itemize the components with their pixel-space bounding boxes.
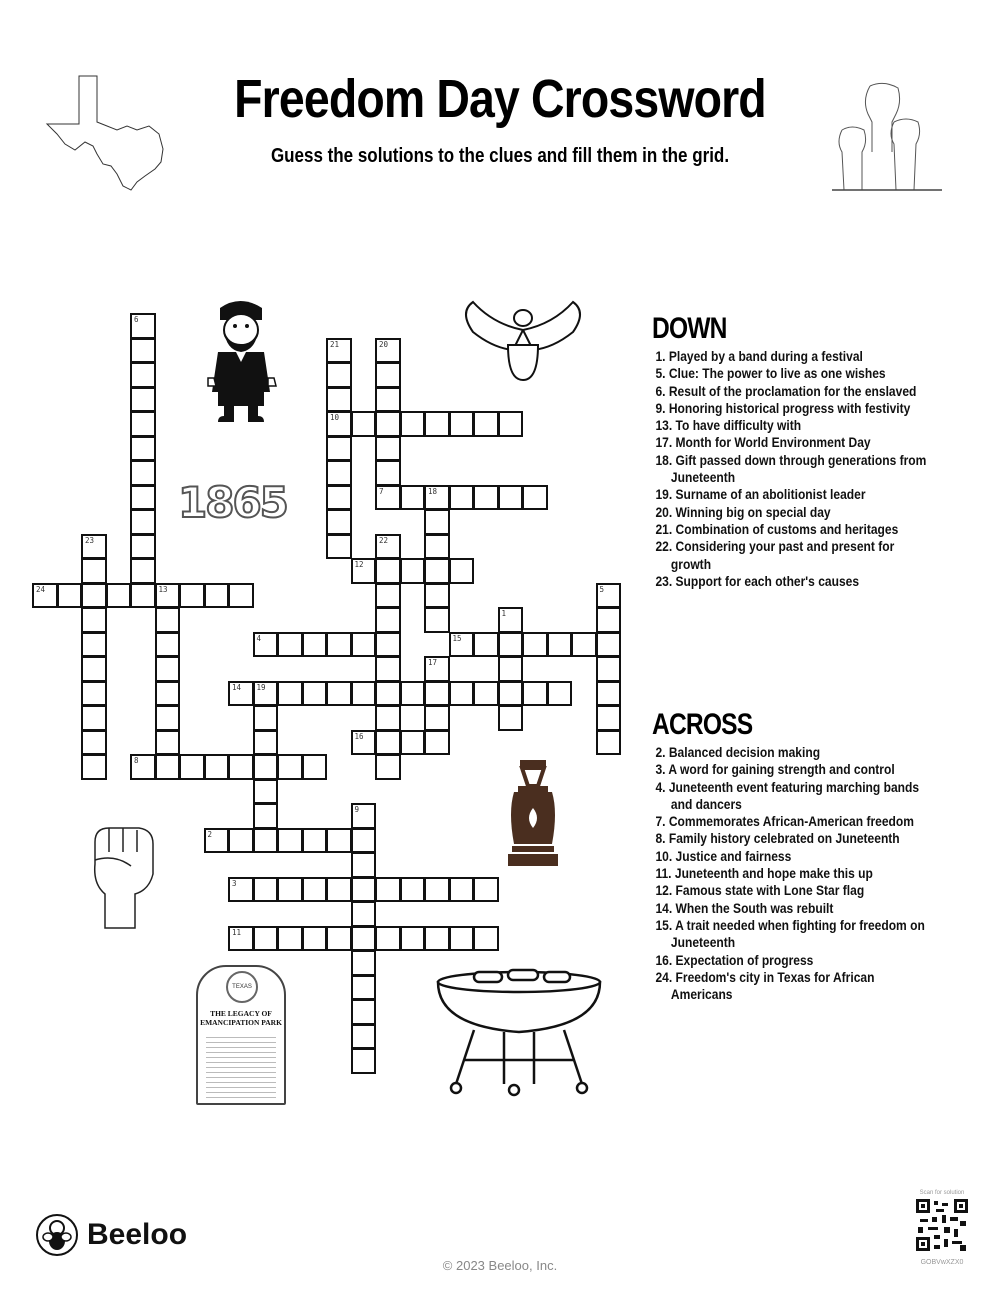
grid-cell[interactable] bbox=[351, 999, 377, 1025]
grid-cell[interactable] bbox=[228, 583, 254, 609]
clue-text: Played by a band during a festival bbox=[668, 348, 863, 364]
grid-cell[interactable] bbox=[596, 681, 622, 707]
grid-cell[interactable] bbox=[81, 754, 107, 780]
grid-cell[interactable] bbox=[351, 681, 377, 707]
grid-cell[interactable] bbox=[326, 387, 352, 413]
grid-cell[interactable] bbox=[424, 558, 450, 584]
clue-text: Clue: The power to live as one wishes bbox=[668, 365, 886, 382]
across-clues bbox=[652, 708, 952, 1003]
clue-number: 18 bbox=[428, 486, 438, 496]
grid-cell[interactable] bbox=[326, 926, 352, 952]
across-clue bbox=[652, 882, 936, 899]
solution-qr[interactable] bbox=[912, 1190, 972, 1266]
qr-code-icon bbox=[916, 1199, 968, 1251]
clue-number: 12 bbox=[354, 560, 364, 569]
clue-text: Combination of customs and heritages bbox=[675, 520, 899, 537]
grid-cell[interactable] bbox=[498, 705, 524, 731]
grid-cell[interactable] bbox=[375, 387, 401, 413]
down-clue bbox=[652, 486, 936, 503]
grid-cell[interactable] bbox=[326, 534, 352, 560]
grid-cell[interactable] bbox=[449, 632, 475, 658]
down-heading: DOWN bbox=[652, 312, 727, 345]
clue-text: Family history celebrated on Juneteenth bbox=[668, 830, 900, 847]
grid-cell[interactable] bbox=[130, 411, 156, 437]
clue-number: 16 bbox=[354, 731, 364, 741]
brand-name: Beeloo bbox=[87, 1218, 188, 1251]
clue-number: 20 bbox=[379, 339, 389, 349]
clue-text: To have difficulty with bbox=[675, 417, 802, 434]
grid-cell[interactable] bbox=[326, 411, 352, 437]
grid-cell[interactable] bbox=[228, 681, 254, 707]
clue-num: 16. bbox=[655, 951, 673, 968]
clue-num: 20. bbox=[655, 503, 673, 520]
grid-cell[interactable] bbox=[253, 779, 279, 805]
grid-cell[interactable] bbox=[498, 656, 524, 682]
grid-cell[interactable] bbox=[326, 436, 352, 462]
qr-code-id: GOBVwXZX0 bbox=[920, 1259, 964, 1266]
across-clue-list bbox=[652, 744, 952, 1003]
grid-cell[interactable] bbox=[57, 583, 83, 609]
grid-cell[interactable] bbox=[228, 754, 254, 780]
grid-cell[interactable] bbox=[375, 436, 401, 462]
clue-text: Juneteenth event featuring marching bands and dancers bbox=[668, 778, 920, 812]
clue-text: Support for each other's causes bbox=[675, 572, 860, 589]
grid-cell[interactable] bbox=[351, 730, 377, 756]
clue-text: Result of the proclamation for the enslaved bbox=[668, 382, 917, 399]
down-clue bbox=[652, 573, 936, 590]
down-clue bbox=[652, 348, 936, 365]
clue-number: 7 bbox=[379, 486, 384, 496]
grid-cell[interactable] bbox=[302, 681, 328, 707]
grid-cell[interactable] bbox=[81, 607, 107, 633]
grid-cell[interactable] bbox=[130, 338, 156, 364]
grid-cell[interactable] bbox=[155, 607, 181, 633]
across-clue bbox=[652, 865, 936, 882]
grid-cell[interactable] bbox=[449, 485, 475, 511]
grid-cell[interactable] bbox=[253, 828, 279, 854]
grid-cell[interactable] bbox=[596, 730, 622, 756]
clue-text: When the South was rebuilt bbox=[675, 899, 834, 916]
grid-cell[interactable] bbox=[253, 803, 279, 829]
across-clue bbox=[652, 969, 936, 1004]
grid-cell[interactable] bbox=[130, 534, 156, 560]
grid-cell[interactable] bbox=[400, 681, 426, 707]
clue-num: 4. bbox=[655, 778, 666, 795]
down-clue-list bbox=[652, 348, 952, 590]
grid-cell[interactable] bbox=[81, 583, 107, 609]
grid-cell[interactable] bbox=[375, 926, 401, 952]
grid-cell[interactable] bbox=[228, 828, 254, 854]
plaque-title-line-1: THE LEGACY OF bbox=[210, 1009, 272, 1018]
grid-cell[interactable] bbox=[326, 485, 352, 511]
grid-cell[interactable] bbox=[375, 681, 401, 707]
grid-cell[interactable] bbox=[449, 926, 475, 952]
across-clue bbox=[652, 848, 936, 865]
clue-number: 14 bbox=[232, 682, 242, 692]
grid-cell[interactable] bbox=[204, 828, 230, 854]
clue-text: Month for World Environment Day bbox=[675, 434, 871, 451]
grid-cell[interactable] bbox=[547, 681, 573, 707]
clue-number: 2 bbox=[207, 829, 213, 839]
grid-cell[interactable] bbox=[81, 656, 107, 682]
clue-number: 21 bbox=[330, 339, 340, 349]
clue-text: Surname of an abolitionist leader bbox=[675, 486, 866, 503]
clue-number: 3 bbox=[232, 878, 237, 888]
grid-cell[interactable] bbox=[253, 681, 279, 707]
grid-cell[interactable] bbox=[277, 632, 303, 658]
grid-cell[interactable] bbox=[375, 730, 401, 756]
grid-cell[interactable] bbox=[326, 681, 352, 707]
grid-cell[interactable] bbox=[424, 681, 450, 707]
clue-num: 13. bbox=[655, 417, 673, 434]
grid-cell[interactable] bbox=[351, 803, 377, 829]
clue-text: Freedom's city in Texas for African Americans bbox=[670, 968, 875, 1003]
grid-cell[interactable] bbox=[424, 485, 450, 511]
across-clue bbox=[652, 917, 936, 952]
down-clue bbox=[652, 521, 936, 538]
clue-number: 22 bbox=[379, 535, 389, 545]
down-clue bbox=[652, 434, 936, 451]
clue-num: 2. bbox=[655, 744, 666, 760]
grid-cell[interactable] bbox=[130, 558, 156, 584]
clue-number: 19 bbox=[256, 682, 266, 692]
grid-cell[interactable] bbox=[204, 754, 230, 780]
across-clue bbox=[652, 900, 936, 917]
grid-cell[interactable] bbox=[302, 754, 328, 780]
down-clue bbox=[652, 365, 936, 382]
grid-cell[interactable] bbox=[32, 583, 58, 609]
qr-label: Scan for solution bbox=[919, 1190, 965, 1196]
grid-cell[interactable] bbox=[375, 411, 401, 437]
clue-num: 6. bbox=[655, 382, 666, 399]
grid-cell[interactable] bbox=[522, 485, 548, 511]
clue-text: Famous state with Lone Star flag bbox=[675, 882, 865, 899]
grid-cell[interactable] bbox=[130, 754, 156, 780]
grid-cell[interactable] bbox=[326, 632, 352, 658]
grid-cell[interactable] bbox=[81, 705, 107, 731]
grid-cell[interactable] bbox=[424, 656, 450, 682]
grid-cell[interactable] bbox=[375, 607, 401, 633]
grid-cell[interactable] bbox=[400, 877, 426, 903]
grid-cell[interactable] bbox=[179, 754, 205, 780]
clue-num: 5. bbox=[655, 365, 666, 382]
clue-num: 10. bbox=[655, 847, 673, 864]
across-clue bbox=[652, 761, 936, 778]
grid-cell[interactable] bbox=[449, 877, 475, 903]
down-clue bbox=[652, 383, 936, 400]
clue-number: 23 bbox=[85, 535, 95, 545]
grid-cell[interactable] bbox=[400, 485, 426, 511]
grid-cell[interactable] bbox=[351, 1024, 377, 1050]
grid-cell[interactable] bbox=[155, 754, 181, 780]
across-heading: ACROSS bbox=[652, 708, 753, 741]
grid-cell[interactable] bbox=[375, 632, 401, 658]
clue-num: 21. bbox=[655, 520, 673, 537]
grid-cell[interactable] bbox=[473, 485, 499, 511]
grid-cell[interactable] bbox=[473, 681, 499, 707]
grid-cell[interactable] bbox=[375, 656, 401, 682]
clue-num: 24. bbox=[655, 968, 673, 985]
grid-cell[interactable] bbox=[351, 950, 377, 976]
year-1865-graphic: 1865 bbox=[178, 478, 287, 527]
clue-text: Expectation of progress bbox=[675, 951, 814, 968]
clue-num: 15. bbox=[655, 916, 673, 933]
grid-cell[interactable] bbox=[155, 730, 181, 756]
grid-cell[interactable] bbox=[424, 583, 450, 609]
down-clue bbox=[652, 504, 936, 521]
grid-cell[interactable] bbox=[277, 754, 303, 780]
across-clue bbox=[652, 744, 936, 761]
grid-cell[interactable] bbox=[375, 877, 401, 903]
clue-number: 24 bbox=[36, 584, 46, 594]
grid-cell[interactable] bbox=[130, 460, 156, 486]
grid-cell[interactable] bbox=[277, 681, 303, 707]
clue-number: 4 bbox=[256, 633, 262, 643]
texas-seal-icon: TEXAS bbox=[226, 971, 258, 1003]
clue-number: 5 bbox=[599, 584, 605, 594]
across-clue bbox=[652, 813, 936, 830]
grid-cell[interactable] bbox=[424, 509, 450, 535]
grid-cell[interactable] bbox=[326, 877, 352, 903]
grid-cell[interactable] bbox=[155, 681, 181, 707]
clue-text: Commemorates African-American freedom bbox=[668, 813, 914, 830]
clue-num: 8. bbox=[655, 830, 666, 847]
grid-cell[interactable] bbox=[130, 387, 156, 413]
grid-cell[interactable] bbox=[375, 705, 401, 731]
grid-cell[interactable] bbox=[302, 926, 328, 952]
clue-text: A word for gaining strength and control bbox=[668, 761, 895, 778]
grid-cell[interactable] bbox=[400, 730, 426, 756]
grid-cell[interactable] bbox=[596, 632, 622, 658]
clue-number: 9 bbox=[354, 805, 360, 814]
clue-text: A trait needed when fighting for freedom on Juneteenth bbox=[670, 916, 925, 951]
grid-cell[interactable] bbox=[375, 362, 401, 388]
grid-cell[interactable] bbox=[351, 877, 377, 903]
grid-cell[interactable] bbox=[277, 828, 303, 854]
grid-cell[interactable] bbox=[498, 632, 524, 658]
clue-text: Justice and fairness bbox=[675, 847, 792, 864]
grid-cell[interactable] bbox=[473, 632, 499, 658]
grid-cell[interactable] bbox=[277, 877, 303, 903]
grid-cell[interactable] bbox=[400, 411, 426, 437]
page-subtitle: Guess the solutions to the clues and fill them in the grid. bbox=[270, 145, 730, 167]
grid-cell[interactable] bbox=[375, 485, 401, 511]
grid-cell[interactable] bbox=[277, 926, 303, 952]
grid-cell[interactable] bbox=[449, 558, 475, 584]
bee-icon bbox=[35, 1213, 79, 1257]
clue-number: 13 bbox=[158, 584, 168, 594]
grid-cell[interactable] bbox=[571, 632, 597, 658]
grid-cell[interactable] bbox=[351, 926, 377, 952]
across-clue bbox=[652, 830, 936, 847]
clue-number: 15 bbox=[452, 633, 462, 643]
grid-cell[interactable] bbox=[130, 485, 156, 511]
grid-cell[interactable] bbox=[498, 607, 524, 633]
clue-num: 23. bbox=[655, 572, 673, 589]
grid-cell[interactable] bbox=[424, 730, 450, 756]
grid-cell[interactable] bbox=[498, 681, 524, 707]
page-title: Freedom Day Crossword bbox=[234, 69, 766, 129]
grid-cell[interactable] bbox=[302, 877, 328, 903]
plaque-title-line-2: EMANCIPATION PARK bbox=[200, 1018, 282, 1027]
grid-cell[interactable] bbox=[351, 632, 377, 658]
grid-cell[interactable] bbox=[253, 877, 279, 903]
grid-cell[interactable] bbox=[155, 656, 181, 682]
clue-number: 1 bbox=[501, 609, 507, 618]
clue-number: 11 bbox=[232, 927, 242, 937]
grid-cell[interactable] bbox=[424, 607, 450, 633]
clue-num: 9. bbox=[655, 399, 666, 416]
clue-num: 17. bbox=[655, 434, 673, 451]
grid-cell[interactable] bbox=[81, 534, 107, 560]
grid-cell[interactable] bbox=[498, 411, 524, 437]
grid-cell[interactable] bbox=[326, 509, 352, 535]
down-clues bbox=[652, 312, 952, 590]
clue-number: 8 bbox=[134, 756, 139, 765]
clue-num: 19. bbox=[655, 486, 673, 503]
grid-cell[interactable] bbox=[302, 828, 328, 854]
grid-cell[interactable] bbox=[449, 411, 475, 437]
grid-cell[interactable] bbox=[204, 583, 230, 609]
grid-cell[interactable] bbox=[596, 705, 622, 731]
grid-cell[interactable] bbox=[130, 509, 156, 535]
grid-cell[interactable] bbox=[302, 632, 328, 658]
grid-cell[interactable] bbox=[155, 632, 181, 658]
grid-cell[interactable] bbox=[400, 926, 426, 952]
grid-cell[interactable] bbox=[326, 460, 352, 486]
across-clue bbox=[652, 779, 936, 814]
grid-cell[interactable] bbox=[155, 705, 181, 731]
grid-cell[interactable] bbox=[81, 681, 107, 707]
grid-cell[interactable] bbox=[596, 656, 622, 682]
grid-cell[interactable] bbox=[130, 313, 156, 339]
clue-num: 3. bbox=[655, 761, 666, 778]
grid-cell[interactable] bbox=[522, 681, 548, 707]
grid-cell[interactable] bbox=[351, 828, 377, 854]
grid-cell[interactable] bbox=[498, 485, 524, 511]
grid-cell[interactable] bbox=[375, 338, 401, 364]
grid-cell[interactable] bbox=[351, 411, 377, 437]
clue-text: Gift passed down through generations from Juneteenth bbox=[670, 451, 927, 486]
grid-cell[interactable] bbox=[375, 583, 401, 609]
grid-cell[interactable] bbox=[253, 730, 279, 756]
clue-num: 14. bbox=[655, 899, 673, 916]
clue-text: Juneteenth and hope make this up bbox=[674, 865, 873, 882]
grid-cell[interactable] bbox=[130, 362, 156, 388]
clue-num: 18. bbox=[655, 451, 673, 468]
clue-text: Winning big on special day bbox=[675, 503, 831, 520]
grid-cell[interactable] bbox=[228, 926, 254, 952]
grid-cell[interactable] bbox=[81, 632, 107, 658]
grid-cell[interactable] bbox=[375, 460, 401, 486]
grid-cell[interactable] bbox=[473, 411, 499, 437]
clue-text: Considering your past and present for growth bbox=[670, 538, 895, 572]
grid-cell[interactable] bbox=[375, 558, 401, 584]
grid-cell[interactable] bbox=[130, 583, 156, 609]
grid-cell[interactable] bbox=[326, 338, 352, 364]
down-clue bbox=[652, 417, 936, 434]
grid-cell[interactable] bbox=[449, 681, 475, 707]
clue-number: 10 bbox=[330, 413, 340, 422]
clue-num: 7. bbox=[655, 813, 666, 830]
down-clue bbox=[652, 400, 936, 417]
grid-cell[interactable] bbox=[179, 583, 205, 609]
clue-num: 12. bbox=[655, 882, 673, 899]
clue-num: 1. bbox=[655, 348, 666, 364]
grid-cell[interactable] bbox=[596, 583, 622, 609]
grid-cell[interactable] bbox=[400, 558, 426, 584]
grid-cell[interactable] bbox=[130, 436, 156, 462]
grid-cell[interactable] bbox=[106, 583, 132, 609]
grid-cell[interactable] bbox=[473, 877, 499, 903]
grid-cell[interactable] bbox=[522, 632, 548, 658]
grid-cell[interactable] bbox=[81, 730, 107, 756]
grid-cell[interactable] bbox=[253, 754, 279, 780]
grid-cell[interactable] bbox=[473, 926, 499, 952]
grid-cell[interactable] bbox=[81, 558, 107, 584]
clue-num: 11. bbox=[655, 865, 672, 882]
grid-cell[interactable] bbox=[424, 534, 450, 560]
grid-cell[interactable] bbox=[253, 705, 279, 731]
down-clue bbox=[652, 538, 936, 573]
grid-cell[interactable] bbox=[424, 877, 450, 903]
grid-cell[interactable] bbox=[424, 926, 450, 952]
grid-cell[interactable] bbox=[351, 558, 377, 584]
clue-number: 6 bbox=[134, 315, 139, 324]
grid-cell[interactable] bbox=[424, 411, 450, 437]
grid-cell[interactable] bbox=[547, 632, 573, 658]
grid-cell[interactable] bbox=[351, 852, 377, 878]
grid-cell[interactable] bbox=[351, 1048, 377, 1074]
clue-text: Honoring historical progress with festivity bbox=[668, 399, 911, 416]
clue-number: 17 bbox=[428, 658, 438, 667]
grid-cell[interactable] bbox=[155, 583, 181, 609]
grid-cell[interactable] bbox=[351, 901, 377, 927]
grid-cell[interactable] bbox=[326, 362, 352, 388]
grid-cell[interactable] bbox=[253, 632, 279, 658]
grid-cell[interactable] bbox=[424, 705, 450, 731]
grid-cell[interactable] bbox=[253, 926, 279, 952]
grid-cell[interactable] bbox=[326, 828, 352, 854]
grid-cell[interactable] bbox=[375, 534, 401, 560]
grid-cell[interactable] bbox=[375, 754, 401, 780]
grid-cell[interactable] bbox=[596, 607, 622, 633]
clue-text: Balanced decision making bbox=[668, 744, 821, 760]
down-clue bbox=[652, 452, 936, 487]
beeloo-logo bbox=[35, 1213, 187, 1257]
grid-cell[interactable] bbox=[228, 877, 254, 903]
copyright: © 2023 Beeloo, Inc. bbox=[442, 1258, 558, 1273]
clue-num: 22. bbox=[655, 538, 673, 555]
grid-cell[interactable] bbox=[351, 975, 377, 1001]
across-clue bbox=[652, 952, 936, 969]
